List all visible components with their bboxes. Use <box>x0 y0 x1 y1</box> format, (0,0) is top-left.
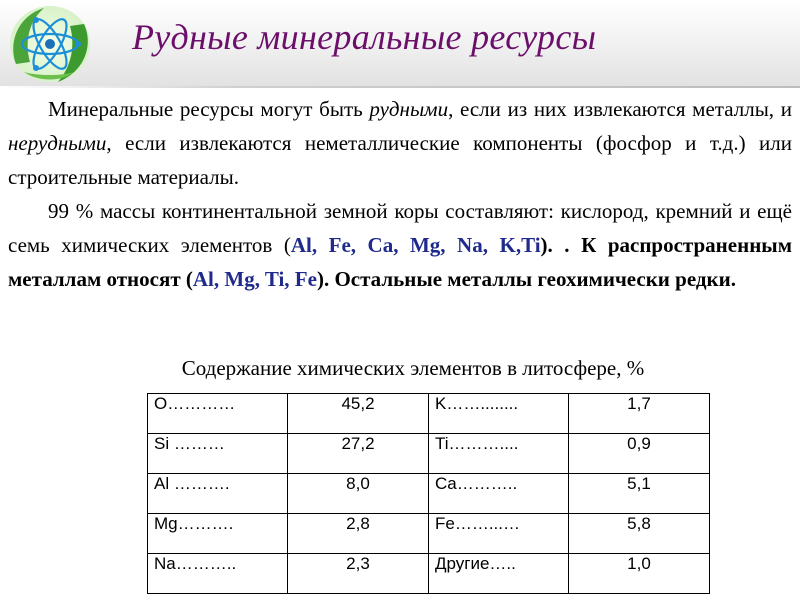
element-name-cell: O………… <box>148 394 288 434</box>
paragraph-mineral-resources <box>8 92 792 194</box>
element-symbols-main: Al, Fe, Ca, Mg, Na, K,Ti <box>290 233 541 257</box>
italic-term-nonore: нерудными <box>8 131 107 155</box>
element-name-cell: Fe……...… <box>429 514 569 554</box>
table-row <box>148 474 710 514</box>
table-row <box>148 554 710 594</box>
paragraph-text: , если из них извлекаются металлы, и <box>448 97 792 121</box>
atom-leaf-logo-icon <box>4 2 96 86</box>
element-name-cell: Na……….. <box>148 554 288 594</box>
element-name-cell: Si ……… <box>148 434 288 474</box>
element-name-cell: Другие….. <box>429 554 569 594</box>
element-value-cell: 2,8 <box>288 514 429 554</box>
paragraph-text: ). . К распространенным металлам относят ( <box>8 233 792 291</box>
header-divider <box>0 86 800 88</box>
element-symbols-common-metals: Al, Mg, Ti, Fe <box>192 267 317 291</box>
paragraph-text: ). Остальные металлы геохимически редки. <box>316 267 736 291</box>
table-row <box>148 514 710 554</box>
table-row <box>148 434 710 474</box>
paragraph-text: 99 % массы континентальной земной коры составляют: кислород, кремний и ещё семь химических элементов ( <box>8 199 792 257</box>
element-name-cell: Al ………. <box>148 474 288 514</box>
element-name-cell: Ca……….. <box>429 474 569 514</box>
element-value-cell: 1,0 <box>569 554 710 594</box>
element-value-cell: 0,9 <box>569 434 710 474</box>
slide-title: Рудные минеральные ресурсы <box>132 17 597 57</box>
element-value-cell: 2,3 <box>288 554 429 594</box>
table-caption: Содержание химических элементов в литосфере, % <box>181 356 645 380</box>
element-value-cell: 27,2 <box>288 434 429 474</box>
element-name-cell: K……........ <box>429 394 569 434</box>
paragraph-text: , если извлекаются неметаллические компоненты (фосфор и т.д.) или строительные материалы. <box>8 131 792 189</box>
table-row <box>148 394 710 434</box>
element-value-cell: 1,7 <box>569 394 710 434</box>
element-name-cell: Mg………. <box>148 514 288 554</box>
italic-term-ore: рудными <box>369 97 449 121</box>
paragraph-text: Минеральные ресурсы могут быть <box>48 97 370 121</box>
paragraph-crust-composition <box>8 194 792 296</box>
element-value-cell: 5,1 <box>569 474 710 514</box>
element-value-cell: 8,0 <box>288 474 429 514</box>
elements-table <box>147 393 710 594</box>
element-value-cell: 5,8 <box>569 514 710 554</box>
slide-body-text <box>8 92 792 296</box>
element-value-cell: 45,2 <box>288 394 429 434</box>
element-name-cell: Ti……….... <box>429 434 569 474</box>
